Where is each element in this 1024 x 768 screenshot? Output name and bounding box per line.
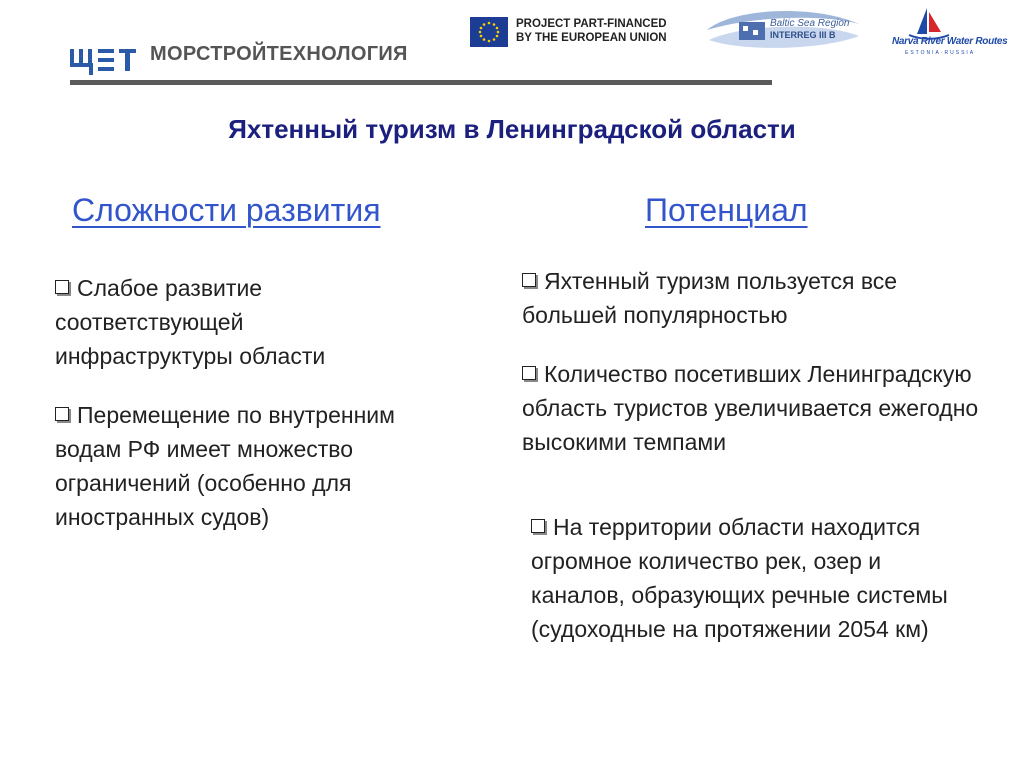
eu-funding-line1: PROJECT PART-FINANCED [516, 18, 667, 30]
potential-bullet-1 [522, 264, 962, 332]
checkbox-bullet-icon [522, 366, 536, 380]
checkbox-bullet-icon [531, 519, 545, 533]
difficulty-bullet-2 [55, 398, 435, 534]
checkbox-bullet-icon [522, 273, 536, 287]
bullet-text: Перемещение по внутренним водам РФ имеет множество ограничений (особенно для иностранных судов) [55, 402, 395, 530]
eu-flag-icon [470, 17, 508, 47]
baltic-logo-line2: INTERREG III B [770, 30, 836, 40]
slide-title: Яхтенный туризм в Ленинградской области [228, 114, 796, 144]
baltic-sea-region-logo-icon [703, 6, 863, 52]
bullet-text: На территории области находится огромное количество рек, озер и каналов, образующих речные системы (судоходные на протяжении 2054 км) [531, 514, 948, 642]
checkbox-bullet-icon [55, 280, 69, 294]
eu-funding-label [516, 17, 667, 45]
bullet-text: Количество посетивших Ленинградскую область туристов увеличивается ежегодно высокими темпами [522, 361, 979, 455]
eu-funding-line2: BY THE EUROPEAN UNION [516, 32, 667, 44]
company-name: МОРСТРОЙТЕХНОЛОГИЯ [150, 43, 408, 65]
narva-logo-subtitle: ESTONIA·RUSSIA [905, 50, 976, 56]
potential-bullet-2 [522, 357, 992, 459]
potential-bullet-3 [531, 510, 971, 646]
difficulties-heading: Сложности развития [72, 192, 381, 228]
difficulty-bullet-1 [55, 271, 415, 373]
company-logo-icon [70, 44, 140, 84]
potential-heading: Потенциал [645, 192, 808, 228]
sailboat-logo-icon [903, 4, 953, 40]
bullet-text: Слабое развитие соответствующей инфраструктуры области [55, 275, 326, 369]
header-divider [70, 80, 772, 85]
bullet-text: Яхтенный туризм пользуется все большей популярностью [522, 268, 898, 328]
baltic-logo-line1: Baltic Sea Region [770, 18, 850, 29]
checkbox-bullet-icon [55, 407, 69, 421]
narva-logo-title: Narva River Water Routes [892, 36, 1008, 47]
